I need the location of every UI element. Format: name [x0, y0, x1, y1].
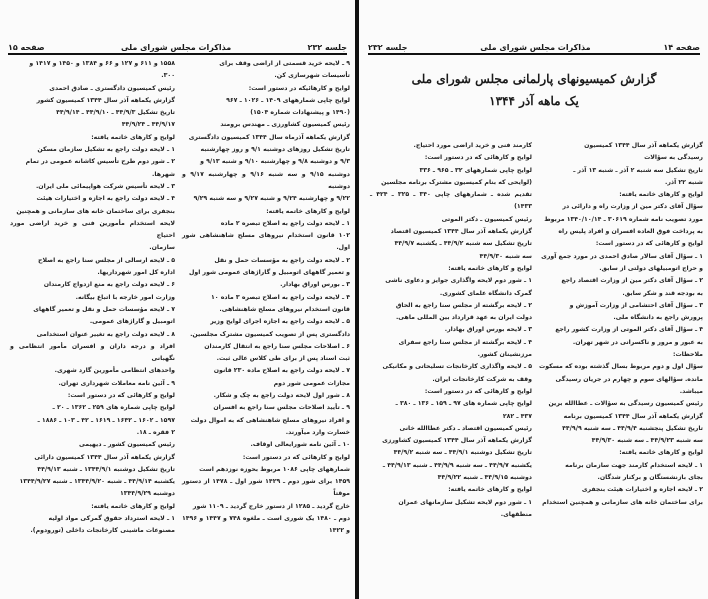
text-line: ۱۵۹۷ ـ ۱۶۰۲ ـ ۱۶۴۲ ـ ۱۶۱۹ ـ ۴۲ ـ ۱۰۳ ـ ۱۸۸۶ ـ	[37, 416, 175, 424]
left-page-header	[8, 38, 347, 52]
text-line: ۱ ـ لایحه استرداد حقوق گمرکی مواد اولیه	[48, 514, 175, 522]
text-line: ۳ ـ لایحه بورس اوراق بهادار.	[444, 326, 532, 334]
text-line: ۹ ـ تأیید اصلاحات مجلس سنا راجع به افسران	[213, 404, 350, 412]
text-line: لوایح و کارهای خاتمه یافته:	[266, 207, 350, 215]
text-line: ۱ ـ لایحه دولت راجع به اصلاح تبصره ۲ ماده	[220, 219, 350, 227]
text-line: ۳ ـ لایحه تأسیس شرکت هواپیمائی ملی ایران.	[35, 182, 175, 190]
text-line: سؤال آقای دکتر مین از وزارت راه و دارائی در	[562, 203, 703, 211]
text-line: ۲ ـ سؤال آقای دکتر مین از وزارت اقتصاد راجع	[561, 277, 703, 285]
text-line: ملاحظات:	[672, 351, 703, 359]
text-line: ۱۰۲ قانون استخدام نیروهای مسلح شاهنشاهی شور اول.	[182, 232, 350, 252]
text-line: به بودجه قند و شکر سابق.	[622, 289, 703, 297]
text-line: دوم ـ ۱۴۸۰ یک شوری است ـ ملغوه ۷۴۸ و ۱۴۴۷ و ۱۴۹۶ و ۱۴۲۲	[182, 514, 351, 535]
text-line: شمارههای چاپی ۱۰۸۶ مربوط بحوزه نوزدهم است	[199, 465, 350, 473]
text-line: لوایح و کارهای خاتمه یافته:	[448, 264, 532, 272]
text-line: گزارش یکماهه آذر سال ۱۳۴۴ کمیسیون اقتصاد	[390, 228, 532, 236]
text-line: مانده. سؤالهای سوم و چهارم در جریان رسیدگی	[555, 375, 703, 383]
text-line: و حراج اتومبیلهای دولتی از سابق.	[599, 264, 703, 272]
text-line: ۹ ـ لایحه خرید قسمتی از اراضی وقف برای	[219, 60, 350, 67]
text-line: میباشد.	[679, 387, 703, 395]
text-line: گزارش یکماهه آذر سال ۱۳۴۴ کمیسیون کشور	[36, 96, 175, 104]
text-line: لوایح و کارهای خاتمه یافته:	[91, 502, 175, 510]
text-line: لایحه استخدام مأمورین فنی و خرید اراضی مورد احتیاج	[10, 219, 175, 240]
text-line: افراد و درجه داران و افسران مأمور انتظامی و نگهبانی	[10, 342, 175, 363]
text-line: ۱ ـ لایحه دولت راجع به تشکیل سازمان مسکن	[37, 146, 175, 154]
right-page	[360, 0, 708, 599]
text-line: گزارش یکماهه آذرماه سال ۱۳۴۴ کمیسیون دادگستری	[188, 133, 350, 141]
text-line: گزارش یکماهه آذر سال ۱۳۴۴ کمیسیون برنامه	[563, 412, 703, 420]
text-line: لوایح چاپی شماره های ۲۵۹ ـ ۱۳۶۲ ـ ۲۰ ـ	[52, 404, 175, 412]
text-line: اتومبیل و گاراژهای عمومی.	[89, 318, 175, 326]
text-line: ۴ ـ لایحه دولت راجع به اصلاح تبصره ۳ ماده ۱۰	[211, 293, 350, 301]
text-line: ثبت اسناد پس از برای طی کلاس عالی ثبت.	[216, 355, 350, 363]
text-line: لوایح چاپی شمارههای ۱۴۰۹ ـ ۱۰۲۶ ـ ۹۶۷	[226, 96, 350, 104]
text-line: سه شنبه ۴۴/۹/۲۳ ـ سه شنبه ۴۴/۹/۳۰	[591, 437, 703, 445]
report-title-line1: گزارش کمیسیونهای پارلمانی مجلس شورای ملی	[411, 72, 657, 86]
volume-label: جلسه ۲۳۲	[368, 43, 408, 52]
text-line: بجای بازنشستگان و برکنار شدگان.	[597, 474, 703, 482]
text-line: رئیس کمیسیون کشاورزی ـ مهندس برومند	[220, 121, 350, 129]
text-line: ۷ ـ لایحه دولت راجع به اصلاح ماده ۲۳۰ قانون	[213, 367, 350, 375]
text-line: ۹/۳ و دوشنبه ۹/۸ و چهارشنبه ۹/۱۰ و شنبه ۹/۱۳ و	[200, 158, 350, 166]
text-line: تاریخ تشکیل ۴۴/۹/۳ ـ ۴۴/۹/۱۰ ـ ۴۴/۹/۱۴	[56, 109, 175, 117]
text-line: لوایح و کارهای خاتمه یافته:	[619, 449, 703, 457]
left-page-column-left	[10, 58, 175, 538]
text-line: واحدهای انتظامی مأمورین گارد شهری.	[54, 367, 175, 375]
text-line: ۹/۲۲ و چهارشنبه ۹/۲۴ و شنبه ۹/۲۷ و سه شنبه ۹/۲۹	[193, 195, 350, 203]
header-rule	[368, 53, 700, 55]
text-line: ۷ ـ لایحه مؤسسات حمل و نقل و تعمیر گاههای	[33, 305, 175, 313]
text-line: رسیدگی به سؤالات	[644, 154, 703, 162]
text-line: سه شنبه ۴۴/۹/۳۰	[479, 252, 532, 260]
text-line: دوشنبه ۹/۱۵ و سه شنبه ۹/۱۶ و چهارشنبه ۹/۱۷ و دوشنبه	[182, 170, 350, 190]
text-line: ۲ ـ لایحه برگشته از مجلس سنا راجع به الحاق	[395, 301, 532, 309]
text-line: لوایح و کارهائی که در دستور است:	[242, 453, 350, 461]
text-line: تاریخ تشکیل روزهای دوشنبه ۹/۱ و روز چهارشنبه	[200, 146, 350, 154]
text-line: دوشنبه ۴۴/۹/۱۵ ـ شنبه ۴۴/۹/۲۲	[437, 474, 532, 482]
text-line: ۸ ـ لایحه دولت راجع به تغییر عنوان استخدامی	[36, 330, 175, 338]
text-line: منطقهای.	[500, 510, 532, 518]
text-line: لوایح و کارهای خاتمه یافته:	[91, 133, 175, 141]
text-line: گزارش یکماهه آذر سال ۱۳۴۴ کمیسیون	[584, 142, 703, 149]
text-line: (لوایحی که بنام کمیسیون مشترک برنامه مجلسین	[381, 178, 532, 186]
text-line: لوایح و کارهای خاتمه یافته:	[448, 486, 532, 494]
left-page-column-right	[182, 58, 350, 538]
text-line: ۳ ـ سؤال آقای احتشامی از وزارت آموزش و	[569, 301, 703, 309]
text-line: پرورش راجع به دانشگاه ملی.	[613, 314, 703, 322]
text-line: لوایح و کارهائی که در دستور است:	[424, 387, 532, 395]
text-line: تاریخ تشکیل دوشنبه ۱۳۴۴/۹/۱ ـ شنبه ۴۴/۹/۱۳	[37, 465, 175, 473]
text-line: ۸ ـ شور اول لایحه دولت راجع به چک و شکار.	[213, 392, 350, 400]
text-line: ۲ ـ لایحه اجازه و اختیارات هیئت بنجفری	[581, 486, 703, 494]
text-line: ۶ ـ اصلاحات مجلس سنا راجع به انتقال کارمندان	[204, 342, 350, 350]
text-line: شهرها.	[152, 170, 175, 178]
running-title: مذاکرات مجلس شورای ملی	[480, 43, 591, 52]
book-spine-divider	[355, 0, 359, 599]
text-line: وقف به شرکت کارخانجات ایران.	[432, 375, 532, 383]
text-line: تاریخ تشکیل دوشنبه ۴۴/۹/۱ ـ سه شنبه ۴۴/۹/۲	[393, 449, 532, 457]
page-number: صفحه ۱۴	[663, 43, 700, 52]
text-line: یکشنبه ۴۴/۹/۷ ـ سه شنبه ۴۴/۹/۹ ـ شنبه ۴۴/۹/۱۳ ـ	[382, 461, 532, 469]
text-line: رئیس کمیسیون دادگستری ـ صادق احمدی	[49, 84, 175, 92]
text-line: لوایح و کارهائی که در دستور است:	[595, 240, 703, 248]
text-line: دوشنبه ۱۳۴۴/۹/۲۹	[119, 490, 175, 498]
text-line: ۵ ـ لایحه واگذاری کارخانجات تسلیحاتی و مکانیکی	[382, 363, 532, 371]
header-rule	[8, 53, 347, 55]
text-line: و افراد نیروهای مسلح شاهنشاهی که به اموال دولت	[190, 416, 350, 424]
text-line: ۱۵۵۸ و ۶۱۱ و ۱۲۷ و ۶۶ و ۱۳۸۴ و ۱۴۵۰ و ۱۴۱۷ و	[29, 60, 175, 67]
text-line: دادگستری پس از تصویب کمیسیون مشترک مجلسین.	[190, 330, 350, 338]
text-line: برای ساختمان خانه های سازمانی و همچنین استخدام	[542, 498, 703, 506]
text-line: خارج گردید ـ ۱۲۸۵ از دستور خارج گردید ـ ۱۱۰۹ شور	[192, 502, 350, 510]
text-line: تقدیم شده ـ شمارههای چاپی ۳۴۰ ـ ۳۲۵ ـ ۴۲۴ ـ ۱۴۳۳)	[370, 191, 532, 211]
text-line: و تعمیر گاههای اتومبیل و گاراژهای عمومی شور اول	[189, 269, 350, 277]
text-line: رئیس کمیسیون کشور ـ دیهیمی	[79, 441, 175, 449]
text-line: به پرداخت فوق العاده افسران و افراد پلیس راه	[558, 228, 703, 236]
text-line: گمرک دانشگاه علمای کشوری.	[439, 289, 532, 297]
text-line: ۹ ـ آئین نامه معاملات شهرداری تهران.	[58, 379, 175, 387]
text-line: مورد تصویب نامه شماره ۳۰۶۱۹ ـ ۱۳۴۰/۱۰/۱۴ مربوط	[544, 215, 703, 223]
text-line: ۵ ـ لایحه دولت راجع به اجازه اجرای لوایح وزیر	[210, 318, 350, 326]
text-line: ۶ ـ لایحه دولت راجع به منع ازدواج کارمندان	[43, 281, 175, 289]
text-line: وزارت امور خارجه با اتباع بیگانه.	[75, 293, 175, 301]
text-line: ۲ ـ لایحه دولت راجع به مؤسسات حمل و نقل	[214, 256, 350, 264]
text-line: شنبه ۲۲ آذر.	[665, 178, 703, 186]
report-title	[360, 72, 708, 108]
text-line: تاریخ تشکیل سه شنبه ۴۴/۹/۲ ـ یکشنبه ۴۴/۹/۷	[394, 240, 532, 248]
text-line: ۲ فقره ـ ۱۸.	[136, 428, 175, 436]
volume-label: جلسه ۲۳۲	[307, 43, 347, 52]
text-line: رئیس کمیسیون ـ دکتر الموتی	[441, 215, 532, 223]
text-line: ۱ ـ سؤال آقای سالار صادق احمدی در مورد جمع آوری	[541, 252, 703, 260]
text-line: گزارش یکماهه آذر سال ۱۳۴۴ کمیسیون دارائی	[34, 453, 175, 461]
text-line: ۱ ـ شور دوم لایحه تشکیل سازمانهای عمران	[398, 498, 532, 506]
page-number: صفحه ۱۵	[8, 43, 45, 52]
text-line: خسارت وارد میآورند.	[285, 428, 350, 436]
text-line: ۴ ـ سؤال آقای دکتر الموتی از وزارت کشور راجع	[555, 326, 703, 334]
text-line: مرزنشینان کشور.	[477, 351, 532, 359]
text-line: سازمان.	[149, 244, 175, 252]
text-line: تأسیسات شهرسازی کن.	[274, 72, 350, 80]
text-line: گزارش یکماهه آذر سال ۱۳۴۴ کمیسیون کشاورزی	[382, 437, 532, 445]
right-page-column-left	[370, 140, 532, 521]
text-line: ۱ ـ لایحه استخدام کارمند جهت سازمان برنامه	[565, 461, 703, 469]
right-page-header	[368, 38, 700, 52]
text-line: لوایح و کارهائیکه در دستور است:	[248, 84, 350, 92]
text-line: مجازات عمومی شور دوم	[273, 379, 350, 387]
text-line: رئیس کمیسیون رسیدگی به سؤالات ـ عطاالله برین	[548, 400, 703, 408]
text-line: رئیس کمیسیون اقتصاد ـ دکتر عطاالله خانی	[399, 424, 532, 432]
text-line: لوایح چاپی شمارههای ۳۲ ـ ۹۶۵ ـ ۳۳۶	[419, 166, 532, 174]
report-title-line2: یک ماهه آذر ۱۳۴۴	[489, 94, 579, 108]
text-line: ۲ ـ شور دوم طرح تأسیس کاشانه عمومی در تمام	[25, 158, 175, 166]
text-line: اداره کل امور شهرداریها.	[97, 269, 175, 277]
text-line: ۴۴/۹/۱۷ ـ ۴۴/۹/۲۴	[121, 121, 175, 129]
running-title: مذاکرات مجلس شورای ملی	[120, 43, 232, 52]
text-line: به عبور و مرور و ناکسرانی در شهر تهران.	[572, 338, 703, 346]
text-line: ۱۰ ـ آئین نامه شورایعالی اوقاف.	[250, 441, 350, 449]
text-line: ۳۰۰.	[161, 72, 175, 80]
text-line: یکشنبه ۴۴/۹/۱۴ ـ شنبه ۱۳۴۴/۹/۲۰ ـ شنبه ۱۳۴۴/۹/۲۷	[19, 478, 175, 486]
text-line: دولت ایران به عهد قرارداد بین المللی ماهی.	[395, 314, 532, 322]
text-line: قانون استخدام نیروهای مسلح شاهنشاهی.	[219, 305, 350, 313]
text-line: ۴ ـ لایحه دولت راجع به اجازه و اختیارات هیئت	[36, 195, 175, 203]
text-line: ۴۳۷ ـ ۲۸۲	[502, 412, 532, 420]
text-line: تاریخ تشکیل سه شنبه ۲ آذر ـ شنبه ۱۳ آذر ـ	[573, 166, 703, 174]
text-line: مصنوعات ماشینی کارخانجات داخلی (تورودوم).	[30, 527, 175, 535]
text-line: لوایح و کارهائی که در دستور است:	[424, 154, 532, 162]
text-line: لوایح و کارهای خاتمه یافته:	[619, 191, 703, 199]
right-page-column-right	[538, 140, 703, 509]
text-line: ۱ ـ شور دوم لایحه واگذاری جوایز و دعاوی ناشی	[385, 277, 532, 285]
text-line: تاریخ تشکیل پنجشنبه ۴۴/۹/۴ ـ سه شنبه ۴۴/۹/۹	[562, 424, 703, 432]
text-line: بنجفری برای ساختمان خانه های سازمانی و همچنین	[16, 207, 175, 215]
text-line: ۱۴۵۹ برای شور دوم ـ ۱۴۲۹ شور اول ـ ۱۴۷۸ از دستور موقتاً	[182, 478, 350, 498]
text-line: لوایح و کارهائی که در دستور است:	[67, 392, 175, 400]
text-line: کارمند فنی و خرید اراضی مورد احتیاج.	[413, 142, 532, 149]
text-line: (۱۴۹۰ و پیشنهادات شماره ۱۵۰۴)	[250, 109, 350, 117]
text-line: ۳ ـ بورس اوراق بهادار.	[280, 281, 350, 289]
text-line: ۴ ـ لایحه برگشته از مجلس سنا راجع سفرای	[398, 338, 532, 346]
text-line: لوایح چاپی شماره های ۹۷ ـ ۱۵۹ ـ ۱۳۶ ـ ۳۸۰ ـ	[395, 400, 532, 408]
text-line: سؤال اول و دوم مربوط بسال گذشته بوده که مسکوت	[539, 363, 703, 371]
text-line: ۵ ـ لایحه ارسالی از مجلس سنا راجع به اصلاح	[38, 256, 175, 264]
